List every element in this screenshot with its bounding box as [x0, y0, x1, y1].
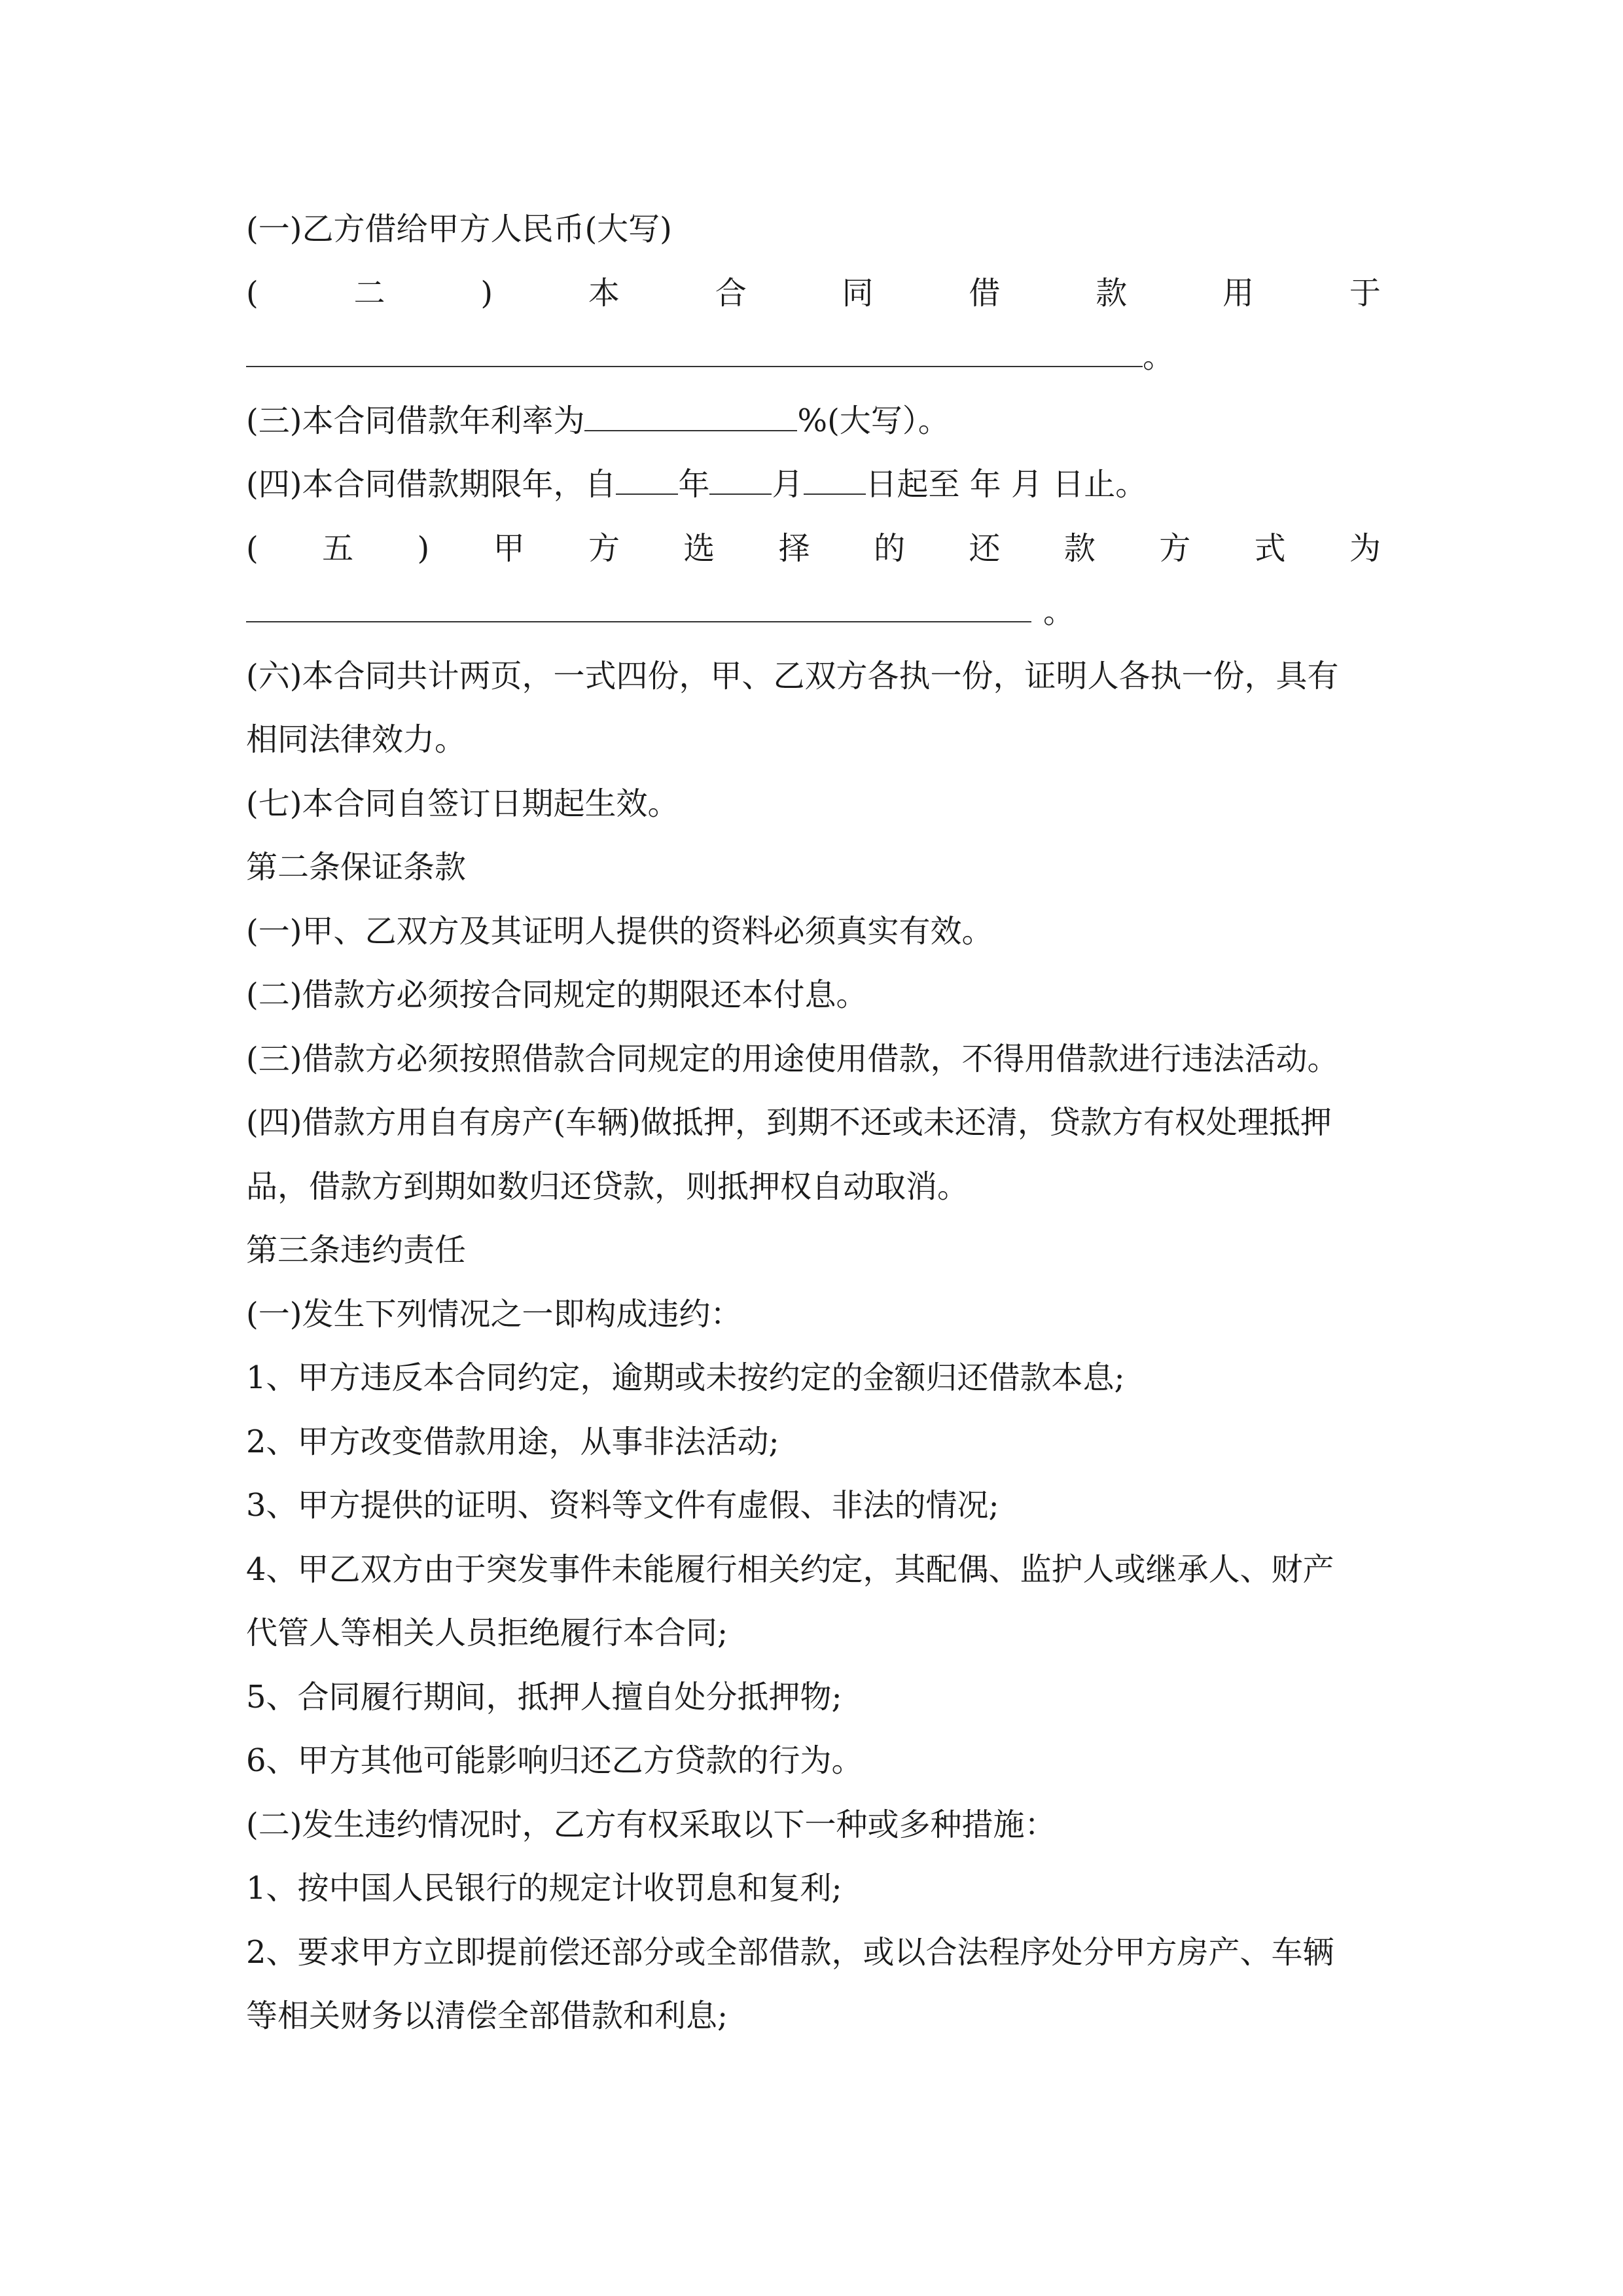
clause-text: 日起至 年 月 日止。	[865, 466, 1147, 503]
clause-char: 为	[1349, 529, 1381, 567]
clause-text: 品，借款方到期如数归还贷款，则抵押权自动取消。	[246, 1168, 969, 1205]
article-3-i2	[246, 1410, 1381, 1475]
clause-text: (七)本合同自签订日期起生效。	[246, 785, 679, 822]
fill-blank-year[interactable]	[616, 454, 678, 495]
clause-char: 同	[842, 274, 874, 312]
fill-blank-rate[interactable]	[584, 391, 797, 431]
article-2-p4-line-2	[246, 1155, 1381, 1219]
clause-char: 式	[1254, 529, 1286, 567]
clause-char: 借	[969, 274, 1001, 312]
list-item: 2、甲方改变借款用途，从事非法活动;	[246, 1423, 779, 1460]
clause-text: (四)本合同借款期限年，自	[246, 466, 616, 503]
fill-blank-month[interactable]	[709, 454, 772, 495]
article-3-i3	[246, 1474, 1381, 1538]
clause-text: (一)乙方借给甲方人民币(大写)	[246, 211, 672, 247]
list-item: 1、按中国人民银行的规定计收罚息和复利;	[246, 1870, 842, 1907]
article-3-s2	[246, 1793, 1381, 1857]
article-3-i4-line-2	[246, 1602, 1381, 1666]
clause-7	[246, 772, 1381, 836]
contract-body	[246, 198, 1381, 2049]
article-3-s1	[246, 1283, 1381, 1347]
list-item: 3、甲方提供的证明、资料等文件有虚假、非法的情况;	[246, 1487, 999, 1524]
clause-text: (二)借款方必须按合同规定的期限还本付息。	[246, 977, 868, 1013]
article-3-m1	[246, 1857, 1381, 1921]
clause-text: 月	[772, 466, 804, 503]
clause-char: 择	[778, 529, 810, 567]
clause-char: 甲	[493, 529, 525, 567]
clause-text: (一)发生下列情况之一即构成违约：	[246, 1295, 742, 1333]
clause-5-line	[246, 517, 1381, 581]
article-3-m2-line-1	[246, 1921, 1381, 1985]
clause-text: 年	[678, 466, 710, 503]
clause-text: 相同法律效力。	[246, 721, 467, 758]
clause-2-blank-line	[246, 325, 1381, 389]
clause-char: )	[417, 529, 430, 567]
section-heading: 第三条违约责任	[246, 1232, 467, 1268]
article-2-title	[246, 836, 1381, 900]
clause-char: 本	[588, 274, 620, 312]
list-item: 6、甲方其他可能影响归还乙方贷款的行为。	[246, 1742, 863, 1779]
clause-char: 合	[715, 274, 747, 312]
fill-blank-purpose[interactable]	[246, 327, 1143, 367]
clause-text: %(大写）。	[797, 402, 950, 439]
clause-text: (一)甲、乙双方及其证明人提供的资料必须真实有效。	[246, 912, 993, 950]
article-3-i4-line-1	[246, 1538, 1381, 1602]
clause-text: (四)借款方用自有房产(车辆)做抵押，到期不还或未还清，贷款方有权处理抵押	[246, 1104, 1332, 1141]
article-3-m2-line-2	[246, 1984, 1381, 2049]
clause-6-line-1	[246, 645, 1381, 709]
clause-char: 方	[1159, 529, 1191, 567]
fill-blank-day[interactable]	[804, 454, 866, 495]
article-3-i5	[246, 1666, 1381, 1730]
article-3-i1	[246, 1346, 1381, 1410]
article-2-p1	[246, 900, 1381, 964]
article-3-i6	[246, 1729, 1381, 1793]
clause-5-blank-line	[246, 581, 1381, 645]
clause-3	[246, 389, 1381, 454]
list-item: 5、合同履行期间，抵押人擅自处分抵押物;	[246, 1678, 842, 1715]
clause-text: (三)本合同借款年利率为	[246, 402, 585, 439]
clause-char: 的	[874, 529, 906, 567]
clause-4	[246, 453, 1381, 517]
clause-char: 选	[683, 529, 715, 567]
clause-char: (	[246, 529, 259, 567]
clause-text: (二)发生违约情况时，乙方有权采取以下一种或多种措施：	[246, 1806, 1056, 1843]
list-item: 等相关财务以清偿全部借款和利息;	[246, 1998, 728, 2034]
clause-char: 还	[969, 529, 1001, 567]
list-item: 1、甲方违反本合同约定，逾期或未按约定的金额归还借款本息;	[246, 1359, 1125, 1396]
clause-2-line	[246, 262, 1381, 326]
clause-char: 款	[1096, 274, 1128, 312]
clause-char: )	[480, 274, 493, 312]
article-3-title	[246, 1219, 1381, 1283]
clause-text: (六)本合同共计两页，一式四份，甲、乙双方各执一份，证明人各执一份，具有	[246, 657, 1339, 694]
clause-1	[246, 198, 1381, 262]
clause-char: (	[246, 274, 259, 312]
list-item: 2、要求甲方立即提前偿还部分或全部借款，或以合法程序处分甲方房产、车辆	[246, 1933, 1334, 1971]
clause-char: 五	[322, 529, 354, 567]
clause-char: 款	[1063, 529, 1096, 567]
article-2-p3	[246, 1028, 1381, 1092]
section-heading: 第二条保证条款	[246, 849, 467, 886]
list-item: 代管人等相关人员拒绝履行本合同;	[246, 1615, 728, 1651]
article-2-p4-line-1	[246, 1091, 1381, 1155]
clause-char: 二	[353, 274, 385, 312]
list-item: 4、甲乙双方由于突发事件未能履行相关约定，其配偶、监护人或继承人、财产	[246, 1551, 1334, 1588]
article-2-p2	[246, 963, 1381, 1028]
clause-char: 方	[588, 529, 620, 567]
fill-blank-repayment[interactable]	[246, 582, 1031, 622]
clause-6-line-2	[246, 708, 1381, 772]
clause-text: (三)借款方必须按照借款合同规定的用途使用借款，不得用借款进行违法活动。	[246, 1040, 1339, 1077]
clause-char: 用	[1222, 274, 1255, 312]
clause-char: 于	[1349, 274, 1381, 312]
clause-text: 。	[1143, 338, 1175, 375]
clause-text: 。	[1043, 594, 1075, 630]
